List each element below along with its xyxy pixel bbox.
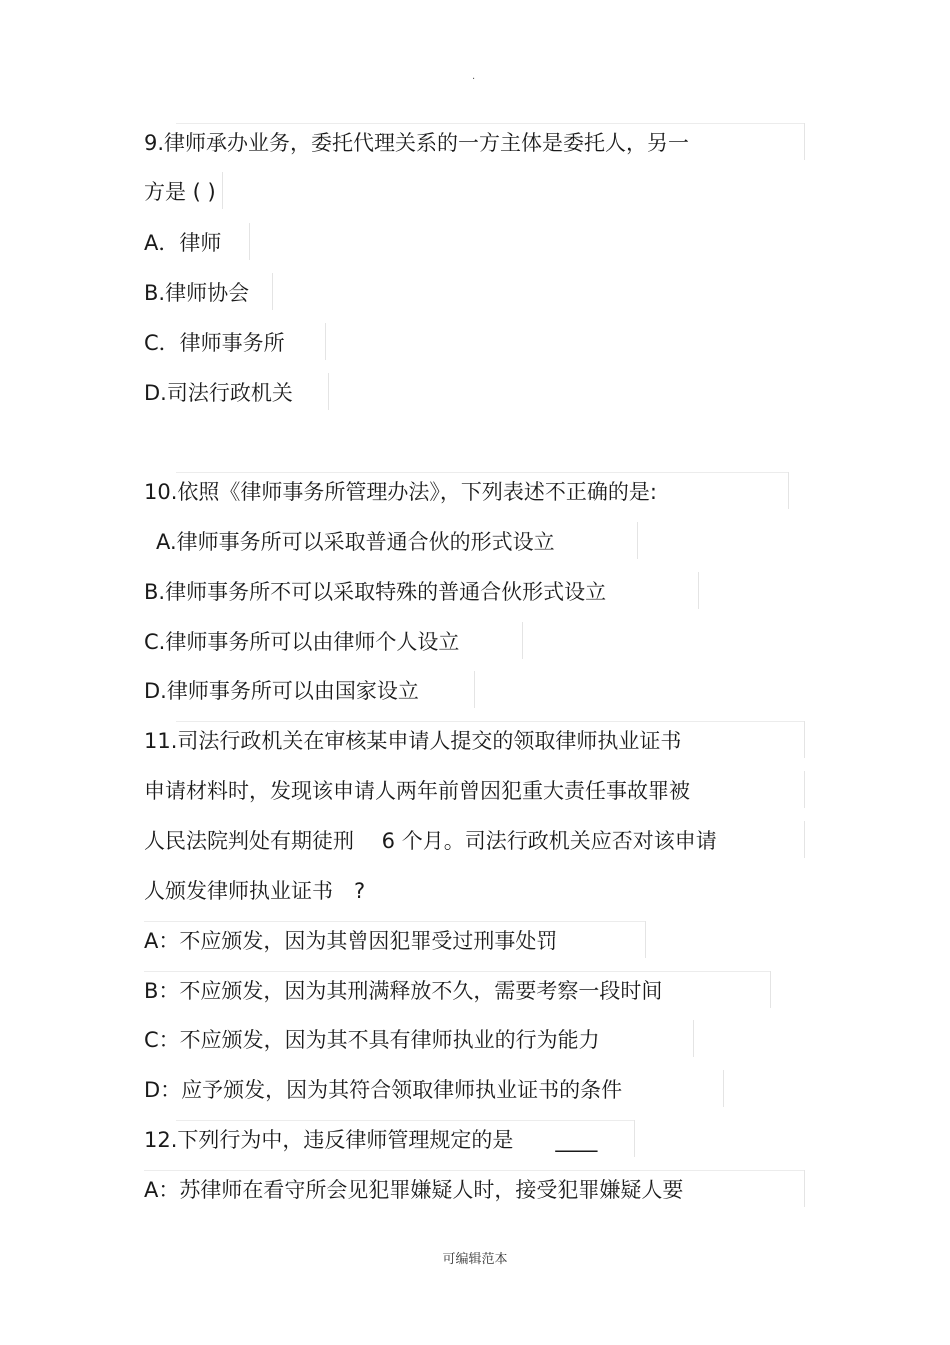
- text-line: [144, 821, 950, 861]
- line-divider: [804, 721, 805, 758]
- line-divider: [272, 273, 273, 310]
- text-line: [144, 572, 950, 612]
- footer-note: 可编辑范本: [442, 1252, 508, 1267]
- line-divider: [474, 671, 475, 708]
- line-divider: [770, 971, 771, 1008]
- line-top-rule: [176, 123, 804, 124]
- line-text: 人民法院判处有期徒刑 6 个月。司法行政机关应否对该申请: [144, 829, 717, 853]
- line-text: A.律师事务所可以采取普通合伙的形式设立: [156, 530, 555, 554]
- line-divider: [723, 1070, 724, 1107]
- line-text: C：不应颁发，因为其不具有律师执业的行为能力: [144, 1028, 600, 1052]
- text-line: [144, 921, 950, 961]
- text-line: [144, 472, 950, 512]
- line-divider: [222, 172, 223, 209]
- line-top-rule: [144, 921, 645, 922]
- line-divider: [634, 1120, 635, 1157]
- line-text: 人颁发律师执业证书 ?: [144, 879, 366, 903]
- line-divider: [522, 622, 523, 659]
- text-line: [144, 1020, 950, 1060]
- text-line: [144, 671, 950, 711]
- line-top-rule: [144, 1170, 804, 1171]
- line-divider: [804, 1170, 805, 1207]
- line-text: A：不应颁发，因为其曾因犯罪受过刑事处罚: [144, 929, 558, 953]
- text-line: [144, 172, 950, 212]
- line-divider: [645, 921, 646, 958]
- line-text: D：应予颁发，因为其符合领取律师执业证书的条件: [144, 1078, 623, 1102]
- line-divider: [804, 821, 805, 858]
- line-text: D.司法行政机关: [144, 381, 293, 405]
- line-divider: [804, 123, 805, 160]
- line-divider: [698, 572, 699, 609]
- text-line: [144, 273, 950, 313]
- line-divider: [804, 771, 805, 808]
- line-text: A：苏律师在看守所会见犯罪嫌疑人时，接受犯罪嫌疑人要: [144, 1178, 684, 1202]
- line-top-rule: [176, 472, 788, 473]
- line-divider: [325, 323, 326, 360]
- line-text: B.律师事务所不可以采取特殊的普通合伙形式设立: [144, 580, 607, 604]
- text-line: [144, 771, 950, 811]
- text-line: [144, 721, 950, 761]
- line-text: C.律师事务所可以由律师个人设立: [144, 630, 460, 654]
- line-top-rule: [144, 971, 770, 972]
- line-divider: [328, 373, 329, 410]
- line-text: B：不应颁发，因为其刑满释放不久，需要考察一段时间: [144, 979, 663, 1003]
- text-line: [144, 1120, 950, 1160]
- text-line: [144, 123, 950, 163]
- line-text: 方是 ( ): [144, 180, 216, 204]
- line-divider: [249, 223, 250, 260]
- line-divider: [693, 1020, 694, 1057]
- text-line: [144, 373, 950, 413]
- text-line: [144, 223, 950, 263]
- text-line: [144, 622, 950, 662]
- line-divider: [788, 472, 789, 509]
- line-top-rule: [176, 721, 804, 722]
- line-text: D.律师事务所可以由国家设立: [144, 679, 419, 703]
- line-text: 9.律师承办业务，委托代理关系的一方主体是委托人，另一: [144, 131, 690, 155]
- line-text: 申请材料时，发现该申请人两年前曾因犯重大责任事故罪被: [144, 779, 690, 803]
- line-text: 10.依照《律师事务所管理办法》，下列表述不正确的是:: [144, 480, 657, 504]
- header-dot: ·: [472, 74, 476, 85]
- line-text: 12.下列行为中，违反律师管理规定的是 ____: [144, 1128, 598, 1152]
- line-text: B.律师协会: [144, 281, 250, 305]
- text-line: [156, 522, 950, 562]
- line-text: A．律师: [144, 231, 222, 255]
- line-text: C．律师事务所: [144, 331, 285, 355]
- line-divider: [637, 522, 638, 559]
- line-text: 11.司法行政机关在审核某申请人提交的领取律师执业证书: [144, 729, 682, 753]
- text-line: [144, 1070, 950, 1110]
- text-line: [144, 871, 950, 911]
- text-line: [144, 971, 950, 1011]
- text-line: [144, 323, 950, 363]
- line-top-rule: [176, 1120, 634, 1121]
- text-line: [144, 1170, 950, 1210]
